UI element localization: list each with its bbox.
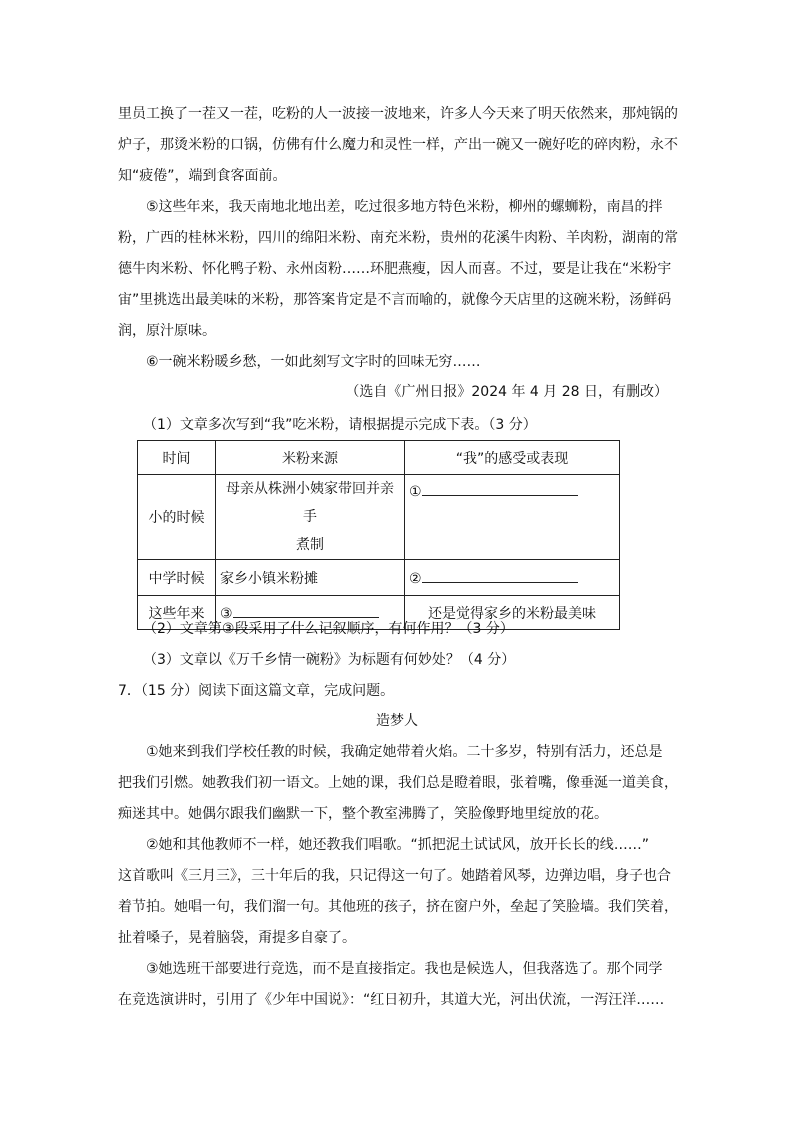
table-cell-feeling: 还是觉得家乡的米粉最美味 xyxy=(405,596,620,630)
table-row xyxy=(138,475,620,560)
passage-line: 润，原汁原味。 xyxy=(118,323,216,339)
answer-marker: ③ xyxy=(220,606,233,622)
table-cell-time: 中学时候 xyxy=(138,560,216,596)
passage-line: 着节拍。她唱一句，我们溜一句。其他班的孩子，挤在窗户外，垒起了笑脸墙。我们笑着， xyxy=(118,899,678,915)
table-header-cell: 米粉来源 xyxy=(216,441,405,475)
passage-line: ③她选班干部要进行竞选，而不是直接指定。我也是候选人，但我落选了。那个同学 xyxy=(146,961,663,977)
passage-line: 炉子，那烫米粉的口锅，仿佛有什么魔力和灵性一样，产出一碗又一碗好吃的碎肉粉，永不 xyxy=(118,137,678,153)
passage-line: ⑤这些年来，我天南地北地出差，吃过很多地方特色米粉，柳州的螺蛳粉，南昌的拌 xyxy=(146,199,663,215)
table-row xyxy=(138,560,620,596)
article-title: 造梦人 xyxy=(376,713,418,729)
cell-text: 煮制 xyxy=(296,537,324,553)
passage-line: 里员工换了一茬又一茬，吃粉的人一波接一波地来，许多人今天来了明天依然来，那炖锅的 xyxy=(118,106,678,122)
passage-line: 粉，广西的桂林米粉，四川的绵阳米粉、南充米粉，贵州的花溪牛肉粉、羊肉粉，湖南的常 xyxy=(118,230,678,246)
passage-line: 扯着嗓子，晃着脑袋，甭提多自豪了。 xyxy=(118,930,356,946)
table-header-cell: “我”的感受或表现 xyxy=(405,441,620,475)
cell-text: 母亲从株洲小姨家带回并亲手 xyxy=(226,481,394,525)
table-header-row xyxy=(138,441,620,475)
answer-table xyxy=(137,440,620,630)
passage-line: 在竞选演讲时，引用了《少年中国说》：“红日初升，其道大光，河出伏流，一泻汪洋…… xyxy=(118,992,665,1008)
passage-line: 痴迷其中。她偶尔跟我们幽默一下，整个教室沸腾了，笑脸像野地里绽放的花。 xyxy=(118,806,608,822)
passage-line: 把我们引燃。她教我们初一语文。上她的课，我们总是瞪着眼，张着嘴，像垂涎一道美食， xyxy=(118,775,678,791)
passage-line: ①她来到我们学校任教的时候，我确定她带着火焰。二十多岁，特别有活力，还总是 xyxy=(146,744,663,760)
source-citation: （选自《广州日报》2024 年 4 月 28 日，有删改） xyxy=(345,384,668,400)
table-cell-time: 这些年来 xyxy=(138,596,216,630)
question-1: （1）文章多次写到“我”吃米粉，请根据提示完成下表。（3 分） xyxy=(143,417,537,433)
table-cell-source xyxy=(216,475,405,560)
answer-blank[interactable] xyxy=(422,568,578,583)
passage-line: ②她和其他教师不一样，她还教我们唱歌。“抓把泥土试试风，放开长长的线……” xyxy=(146,837,650,853)
passage-line: 德牛肉米粉、怀化鸭子粉、永州卤粉……环肥燕瘦，因人而喜。不过，要是让我在“米粉宇 xyxy=(118,261,672,277)
table-header-cell: 时间 xyxy=(138,441,216,475)
table-cell-feeling xyxy=(405,475,620,560)
answer-marker: ② xyxy=(409,571,422,587)
table-cell-feeling xyxy=(405,560,620,596)
passage-line: 知“疲倦”，端到食客面前。 xyxy=(118,168,287,184)
answer-blank[interactable] xyxy=(233,603,379,618)
question-7: 7．（15 分）阅读下面这篇文章，完成问题。 xyxy=(118,683,395,699)
answer-blank[interactable] xyxy=(422,481,578,496)
answer-marker: ① xyxy=(409,484,422,500)
question-3: （3）文章以《万千乡情一碗粉》为标题有何妙处？（4 分） xyxy=(143,652,516,668)
question-2: （2）文章第③段采用了什么记叙顺序，有何作用？（3 分） xyxy=(143,621,514,637)
table-cell-source: 家乡小镇米粉摊 xyxy=(216,560,405,596)
passage-line: ⑥一碗米粉暖乡愁，一如此刻写文字时的回味无穷…… xyxy=(146,354,481,370)
table-cell-time: 小的时候 xyxy=(138,475,216,560)
passage-line: 这首歌叫《三月三》，三十年后的我，只记得这一句了。她踏着风琴，边弹边唱，身子也合 xyxy=(118,868,671,884)
passage-line: 宙”里挑选出最美味的米粉，那答案肯定是不言而喻的，就像今天店里的这碗米粉，汤鲜码 xyxy=(118,292,672,308)
